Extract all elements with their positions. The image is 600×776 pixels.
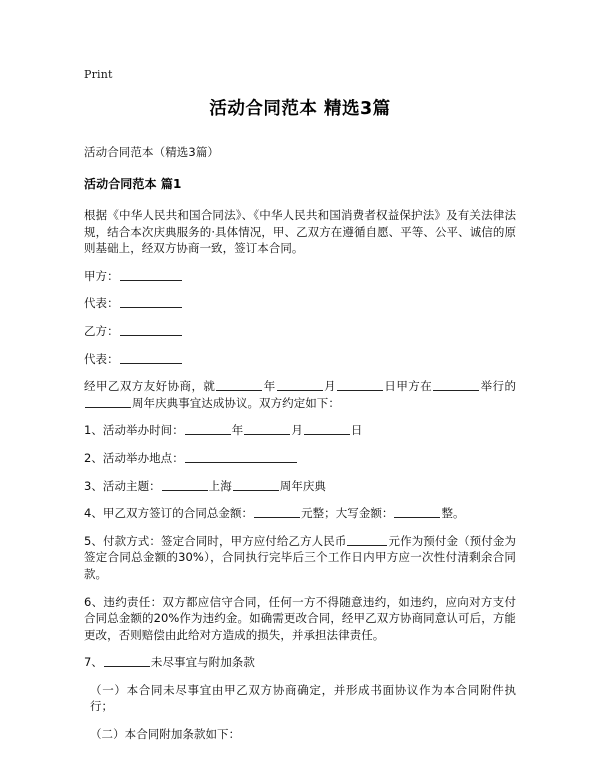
clause-number: 2、	[84, 450, 103, 465]
clause-number: 4、	[84, 506, 103, 521]
clause-number: 3、	[84, 478, 103, 493]
clause-1-blank-day[interactable]	[304, 423, 350, 435]
agreement-intro-text-4: 日甲方在	[384, 379, 433, 394]
clause-text: 周年庆典	[279, 478, 326, 493]
clause-number: 7、	[84, 655, 103, 670]
party-row-jiafang	[84, 268, 516, 285]
document-subtitle: 活动合同范本（精选3篇）	[84, 145, 220, 159]
document-content	[84, 96, 516, 754]
clause-text: 付款方式：签定合同时，甲方应付给乙方人民币	[103, 533, 347, 548]
clause-2-blank-location[interactable]	[185, 451, 297, 463]
clause-4	[84, 505, 516, 522]
clause-3	[84, 478, 516, 495]
clause-5-blank-prepayment[interactable]	[347, 534, 387, 546]
agreement-intro-text-2: 年	[263, 379, 276, 394]
party-row-jiafang-rep	[84, 295, 516, 312]
clause-text: 甲乙双方签订的合同总金额：	[102, 506, 254, 521]
agreement-blank-day[interactable]	[337, 379, 383, 391]
section-heading: 活动合同范本 篇1	[84, 177, 182, 191]
agreement-blank-anniversary[interactable]	[85, 396, 131, 408]
clause-5	[84, 533, 516, 583]
party-blank-yifang-rep[interactable]	[120, 352, 182, 364]
clause-text: 日	[350, 423, 363, 438]
clause-4-blank-amount[interactable]	[254, 506, 300, 518]
party-row-yifang-rep	[84, 351, 516, 368]
agreement-intro-text-3: 月	[323, 379, 337, 394]
sub-item-2: （二）本合同附加条款如下：	[90, 727, 241, 742]
agreement-blank-month[interactable]	[277, 379, 323, 391]
agreement-blank-year[interactable]	[216, 379, 262, 391]
party-label: 甲方：	[84, 268, 119, 283]
clause-1-blank-month[interactable]	[244, 423, 290, 435]
clause-1	[84, 422, 516, 439]
clause-text: 违约责任：双方都应信守合同，任何一方不得随意违约，如违约，应向对方支付合同总金额的20%作为违约金。如确需更改合同，经甲乙双方协商同意认可后，方能更改，否则赔偿由此给对方造成的损失，并承担法律责任。	[84, 594, 517, 642]
clause-number: 5、	[84, 533, 104, 548]
print-label[interactable]: Print	[84, 68, 113, 81]
clause-text: 月	[291, 423, 303, 438]
agreement-intro-text-6: 周年庆典事宜达成协议。双方约定如下：	[132, 395, 340, 410]
clause-3-blank-prefix[interactable]	[162, 479, 208, 491]
party-blank-jiafang-rep[interactable]	[120, 296, 182, 308]
agreement-intro-text-1: 经甲乙双方友好协商，就	[84, 379, 216, 394]
party-row-yifang	[84, 323, 516, 340]
clause-text: 未尽事宜与附加条款	[150, 655, 255, 670]
clause-text: 整。	[441, 506, 465, 521]
clause-text: 元作为预付金（预付金为签定合同总金额的30%），合同执行完毕后三个工作日内甲方应一次性付清剩余合同款。	[84, 533, 516, 581]
clause-number: 1、	[84, 423, 103, 438]
page-title: 活动合同范本 精选3篇	[209, 99, 391, 119]
clause-4-blank-amount-words[interactable]	[394, 506, 440, 518]
clause-7-blank[interactable]	[104, 655, 150, 667]
party-label: 乙方：	[84, 323, 119, 338]
party-blank-yifang[interactable]	[120, 324, 182, 336]
clause-text: 活动主题：	[102, 478, 161, 493]
party-label: 代表：	[84, 351, 119, 366]
party-label: 代表：	[84, 296, 119, 311]
clause-1-blank-year[interactable]	[185, 423, 231, 435]
clause-6	[84, 594, 516, 644]
clause-text: 元整；大写金额：	[301, 506, 394, 521]
clause-text: 年	[231, 423, 244, 438]
clause-3-blank-number[interactable]	[233, 479, 279, 491]
agreement-intro-text-5: 举行的	[480, 379, 517, 394]
agreement-blank-place[interactable]	[433, 379, 479, 391]
clause-2	[84, 450, 516, 467]
party-blank-jiafang[interactable]	[120, 269, 182, 281]
clause-text: 上海	[208, 478, 232, 493]
clause-7	[84, 654, 516, 671]
agreement-intro-paragraph	[84, 378, 516, 411]
sub-item-1: （一）本合同未尽事宜由甲乙双方协商确定，并形成书面协议作为本合同附件执行；	[90, 682, 516, 714]
clause-number: 6、	[84, 594, 104, 609]
preamble-paragraph: 根据《中华人民共和国合同法》、《中华人民共和国消费者权益保护法》及有关法律法规，结合本次庆典服务的·具体情况，甲、乙双方在遵循自愿、平等、公平、诚信的原则基础上，经双方协商一致，签订本合同。	[84, 208, 516, 256]
clause-text: 活动举办地点：	[102, 450, 184, 465]
clause-text: 活动举办时间：	[102, 423, 184, 438]
